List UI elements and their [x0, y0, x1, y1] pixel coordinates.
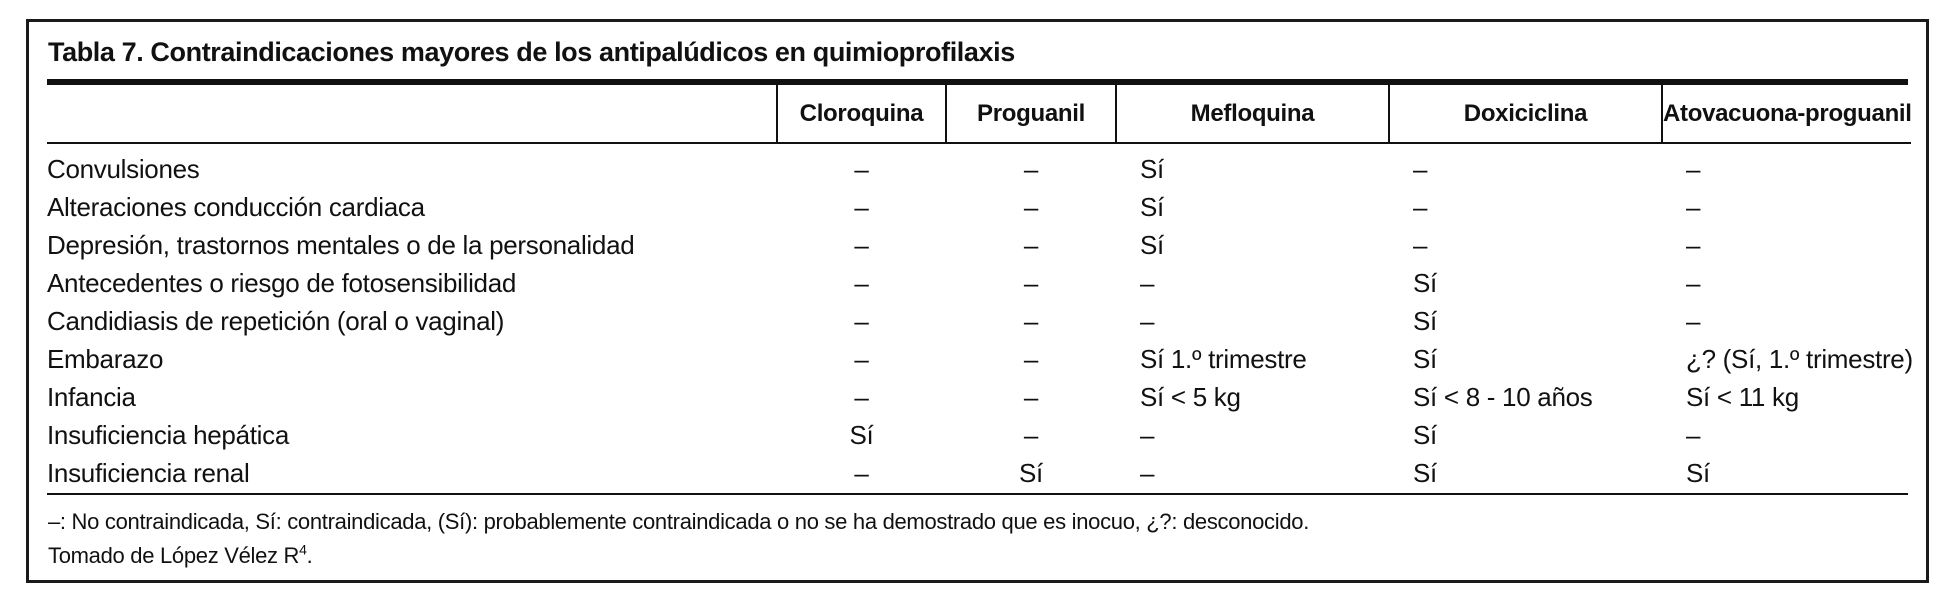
row-label: Convulsiones — [47, 153, 200, 184]
column-header-proguanil: Proguanil — [946, 85, 1116, 143]
cell-mefloquina: Sí — [1140, 229, 1164, 260]
cell-doxiciclina: – — [1413, 191, 1428, 222]
column-header-doxiciclina: Doxiciclina — [1389, 85, 1662, 143]
cell-cloroquina: – — [854, 343, 869, 374]
column-header-atovacuona-proguanil: Atovacuona-proguanil — [1662, 85, 1911, 143]
cell-atovacuona-proguanil: – — [1686, 267, 1701, 298]
row-label: Depresión, trastornos mentales o de la personalidad — [47, 229, 635, 260]
cell-proguanil: Sí — [1019, 457, 1043, 488]
cell-cloroquina: – — [854, 191, 869, 222]
cell-atovacuona-proguanil: – — [1686, 305, 1701, 336]
cell-doxiciclina: Sí — [1413, 343, 1437, 374]
cell-mefloquina: – — [1140, 419, 1155, 450]
cell-cloroquina: – — [854, 267, 869, 298]
table-row — [47, 416, 1911, 454]
table-frame — [26, 19, 1929, 583]
cell-atovacuona-proguanil: – — [1686, 153, 1701, 184]
cell-proguanil: – — [1023, 229, 1039, 260]
column-header-cloroquina: Cloroquina — [777, 85, 946, 143]
table-bottom-rule — [47, 493, 1908, 495]
table-row — [47, 188, 1911, 226]
row-label: Alteraciones conducción cardiaca — [47, 191, 425, 222]
cell-proguanil: – — [1023, 305, 1039, 336]
cell-proguanil: – — [1023, 191, 1039, 222]
cell-doxiciclina: Sí — [1413, 419, 1437, 450]
table-row — [47, 226, 1911, 264]
row-label: Insuficiencia hepática — [47, 419, 289, 450]
contraindications-table — [47, 85, 1911, 492]
cell-mefloquina: – — [1140, 305, 1155, 336]
footnote-source — [48, 543, 312, 569]
table-row — [47, 302, 1911, 340]
footnote-source-text: Tomado de López Vélez R — [48, 543, 300, 568]
cell-doxiciclina: – — [1413, 153, 1428, 184]
cell-cloroquina: – — [854, 381, 869, 412]
cell-doxiciclina: Sí — [1413, 305, 1437, 336]
column-header-mefloquina: Mefloquina — [1116, 85, 1389, 143]
table-row — [47, 340, 1911, 378]
row-label: Candidiasis de repetición (oral o vaginal) — [47, 305, 505, 336]
cell-atovacuona-proguanil: – — [1686, 191, 1701, 222]
cell-mefloquina: Sí — [1140, 191, 1164, 222]
table-row — [47, 454, 1911, 492]
cell-doxiciclina: Sí — [1413, 457, 1437, 488]
row-label: Embarazo — [47, 343, 164, 374]
cell-doxiciclina: Sí — [1413, 267, 1437, 298]
cell-mefloquina: Sí < 5 kg — [1140, 381, 1241, 412]
cell-mefloquina: – — [1140, 457, 1155, 488]
cell-proguanil: – — [1023, 153, 1039, 184]
cell-atovacuona-proguanil: Sí < 11 kg — [1686, 381, 1799, 412]
cell-mefloquina: Sí 1.º trimestre — [1140, 343, 1307, 374]
row-label: Insuficiencia renal — [47, 457, 250, 488]
cell-atovacuona-proguanil: ¿? (Sí, 1.º trimestre) — [1686, 343, 1913, 374]
cell-atovacuona-proguanil: – — [1686, 419, 1701, 450]
footnote-source-end: . — [306, 543, 313, 568]
footnote-legend: –: No contraindicada, Sí: contraindicada, (Sí): probablemente contraindicada o no se ha demostrado que es inocuo, ¿?: desconocido. — [48, 509, 1310, 534]
header-row — [47, 85, 1911, 143]
table-row — [47, 264, 1911, 302]
cell-mefloquina: Sí — [1140, 153, 1164, 184]
cell-cloroquina: – — [854, 153, 869, 184]
table-row — [47, 143, 1911, 188]
cell-proguanil: – — [1023, 267, 1039, 298]
row-label: Infancia — [47, 381, 136, 412]
cell-cloroquina: – — [854, 229, 869, 260]
cell-doxiciclina: Sí < 8 - 10 años — [1413, 381, 1593, 412]
footnote-reference: 4 — [299, 541, 307, 558]
cell-proguanil: – — [1023, 419, 1039, 450]
cell-mefloquina: – — [1140, 267, 1155, 298]
cell-atovacuona-proguanil: – — [1686, 229, 1701, 260]
cell-doxiciclina: – — [1413, 229, 1428, 260]
cell-cloroquina: – — [854, 457, 869, 488]
row-label: Antecedentes o riesgo de fotosensibilidad — [47, 267, 517, 298]
table-row — [47, 378, 1911, 416]
cell-proguanil: – — [1023, 343, 1039, 374]
column-header-empty — [47, 85, 777, 143]
cell-cloroquina: – — [854, 305, 869, 336]
table-title: Tabla 7. Contraindicaciones mayores de los antipalúdicos en quimioprofilaxis — [48, 37, 1015, 67]
cell-cloroquina: Sí — [849, 419, 874, 450]
cell-atovacuona-proguanil: Sí — [1686, 457, 1710, 488]
cell-proguanil: – — [1023, 381, 1039, 412]
